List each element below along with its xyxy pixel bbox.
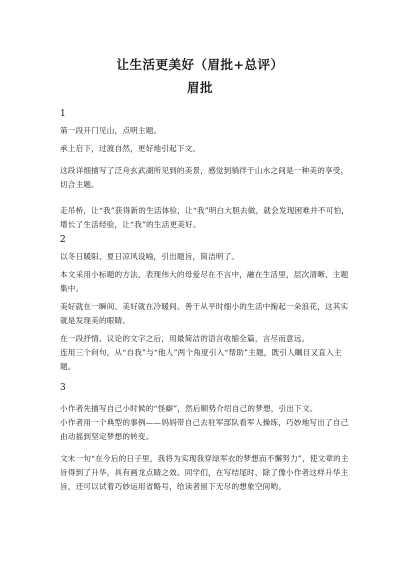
section-2 (60, 234, 350, 374)
annotation-paragraph: 本文采用小标题的方法，表现伟大的母爱尽在不言中，融在生活里，层次清晰、主题集中。 (60, 270, 349, 293)
annotation-paragraph: 承上启下，过渡自然，更好地引起下文。 (60, 144, 201, 153)
document-subtitle: 眉批 (186, 80, 213, 95)
section-3 (60, 382, 350, 494)
section-1 (60, 108, 350, 232)
annotation-paragraph: 走吊桥，让“我”获得新的生活体验，让“我”明白大胆去做，就会发现困难并不可怕，增长了生活经验，让“我”的生活更美好。 (60, 206, 350, 229)
section-number: 1 (60, 109, 66, 119)
annotation-paragraph: 小作者用一个典型的事例——妈妈带自己去驻军部队看军人操练，巧妙地写出了自己由动摇到坚定梦想的转变。 (60, 418, 349, 441)
annotation-paragraph: 连用三个问句，从“自我”与“他人”两个角度引入“帮助”主题，既引人瞩目又直入主题。 (60, 348, 342, 371)
section-number: 3 (60, 383, 66, 393)
annotation-paragraph: 这段详细描写了泛舟玄武湖所见到的美景，感觉到徜徉于山水之间是一种美的享受，切合主题。 (60, 166, 349, 189)
annotation-paragraph: 第一段开门见山，点明主题。 (60, 126, 162, 135)
annotation-paragraph: 小作者先描写自己小时候的“怪癖”，然后顺势介绍自己的梦想，引出下文。 (60, 404, 318, 413)
annotation-paragraph: 以冬日暖阳、夏日凉风设喻，引出题旨，简洁明了。 (60, 252, 240, 261)
annotation-paragraph: 文末一句“在今后的日子里，我将为实现我穿绿军衣的梦想而不懈努力”，使文章的主旨得到了升华，具有画龙点睛之效。同学们，在写结尾时，除了像小作者这样升华主旨，还可以试着巧妙运用省略号，给读者留下无尽的想象空间哟。 (60, 454, 349, 491)
section-number: 2 (60, 235, 66, 245)
document-title: 让生活更美好（眉批+总评） (116, 57, 284, 72)
annotation-paragraph: 在一段抒情、议论的文字之后，用最简洁的语言收缩全篇，言尽而意远。 (60, 334, 310, 343)
annotation-paragraph: 美好就在一瞬间、美好就在冷暖间。善于从平时细小的生活中掬起一朵浪花，这其实就是发现美的眼睛。 (60, 302, 349, 325)
